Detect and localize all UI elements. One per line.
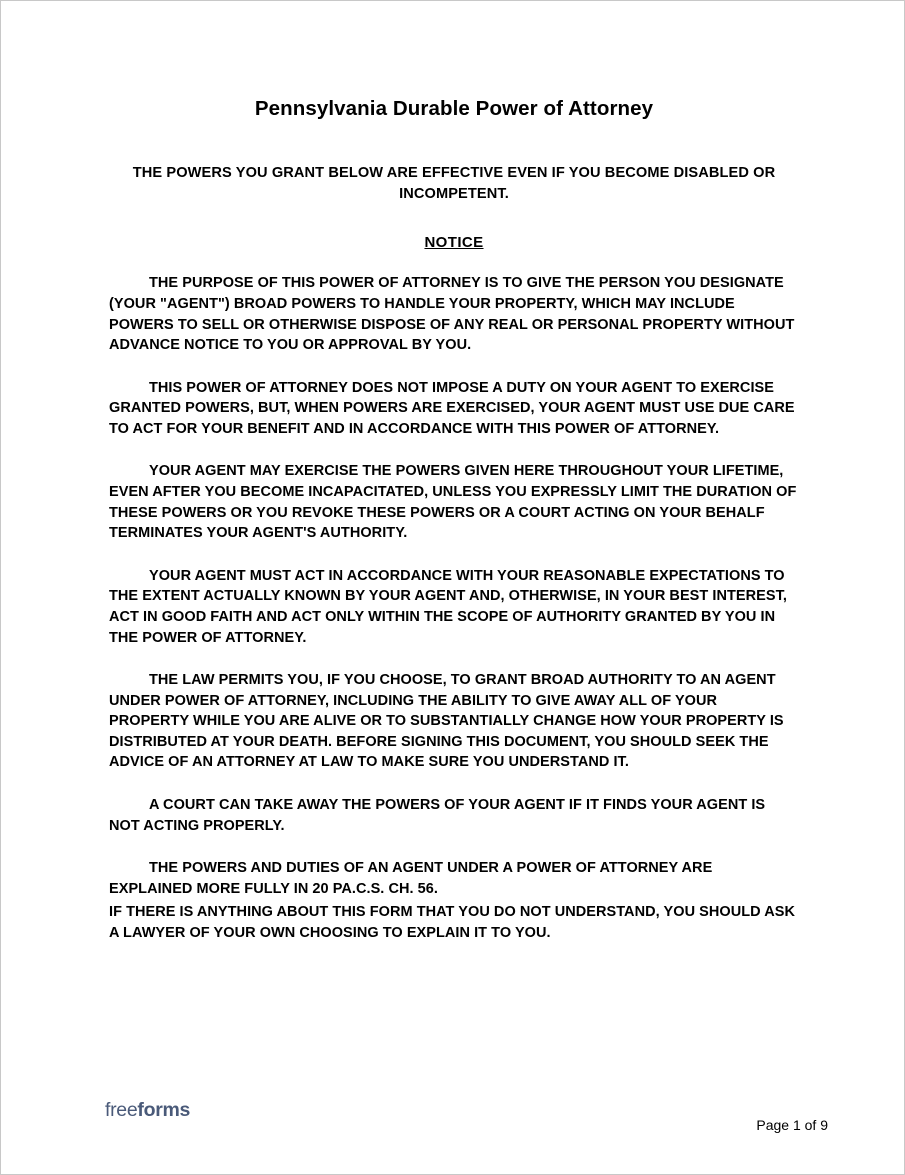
notice-paragraph-2: THIS POWER OF ATTORNEY DOES NOT IMPOSE A DUTY ON YOUR AGENT TO EXERCISE GRANTED POWERS, BUT, WHEN POWERS ARE EXERCISED, YOUR AGENT MUST USE DUE CARE TO ACT FOR YOUR BENEFIT AND IN ACCORDANCE WITH THIS POWER OF ATTORNEY. <box>109 379 795 437</box>
notice-paragraph-6: A COURT CAN TAKE AWAY THE POWERS OF YOUR AGENT IF IT FINDS YOUR AGENT IS NOT ACTING PROPERLY. <box>109 797 766 834</box>
notice-paragraph-3: YOUR AGENT MAY EXERCISE THE POWERS GIVEN HERE THROUGHOUT YOUR LIFETIME, EVEN AFTER YOU BECOME INCAPACITATED, UNLESS YOU EXPRESSLY LIMIT THE DURATION OF THESE POWERS OR YOU REVOKE THESE POWERS OR A COURT ACTING ON YOUR BEHALF TERMINATES YOUR AGENT'S AUTHORITY. <box>109 463 797 542</box>
notice-paragraph-5: THE LAW PERMITS YOU, IF YOU CHOOSE, TO GRANT BROAD AUTHORITY TO AN AGENT UNDER POWER OF ATTORNEY, INCLUDING THE ABILITY TO GIVE AWAY ALL OF YOUR PROPERTY WHILE YOU ARE ALIVE OR TO SUBSTANTIALLY CHANGE HOW YOUR PROPERTY IS DISTRIBUTED AT YOUR DEATH. BEFORE SIGNING THIS DOCUMENT, YOU SHOULD SEEK THE ADVICE OF AN ATTORNEY AT LAW TO MAKE SURE YOU UNDERSTAND IT. <box>109 672 784 771</box>
notice-paragraph-7: THE POWERS AND DUTIES OF AN AGENT UNDER A POWER OF ATTORNEY ARE EXPLAINED MORE FULLY IN 20 PA.C.S. CH. 56. <box>109 860 713 897</box>
notice-paragraph-8: IF THERE IS ANYTHING ABOUT THIS FORM THAT YOU DO NOT UNDERSTAND, YOU SHOULD ASK A LAWYER OF YOUR OWN CHOOSING TO EXPLAIN IT TO YOU. <box>109 904 795 941</box>
notice-paragraph-4: YOUR AGENT MUST ACT IN ACCORDANCE WITH YOUR REASONABLE EXPECTATIONS TO THE EXTENT ACTUALLY KNOWN BY YOUR AGENT AND, OTHERWISE, IN YOUR BEST INTEREST, ACT IN GOOD FAITH AND ACT ONLY WITHIN THE SCOPE OF AUTHORITY GRANTED BY YOU IN THE POWER OF ATTORNEY. <box>109 567 787 646</box>
document-content <box>109 1 799 943</box>
logo-text-bold: forms <box>137 1099 191 1121</box>
freeforms-logo <box>105 1099 190 1122</box>
notice-heading: NOTICE <box>424 234 484 252</box>
logo-text-light: free <box>105 1099 138 1121</box>
notice-paragraph-1: THE PURPOSE OF THIS POWER OF ATTORNEY IS TO GIVE THE PERSON YOU DESIGNATE (YOUR "AGENT") BROAD POWERS TO HANDLE YOUR PROPERTY, WHICH MAY INCLUDE POWERS TO SELL OR OTHERWISE DISPOSE OF ANY REAL OR PERSONAL PROPERTY WITHOUT ADVANCE NOTICE TO YOU OR APPROVAL BY YOU. <box>109 275 795 354</box>
page-title: Pennsylvania Durable Power of Attorney <box>254 97 654 120</box>
page-number: Page 1 of 9 <box>756 1117 828 1133</box>
effective-notice-text: THE POWERS YOU GRANT BELOW ARE EFFECTIVE EVEN IF YOU BECOME DISABLED OR INCOMPETENT. <box>132 165 776 202</box>
